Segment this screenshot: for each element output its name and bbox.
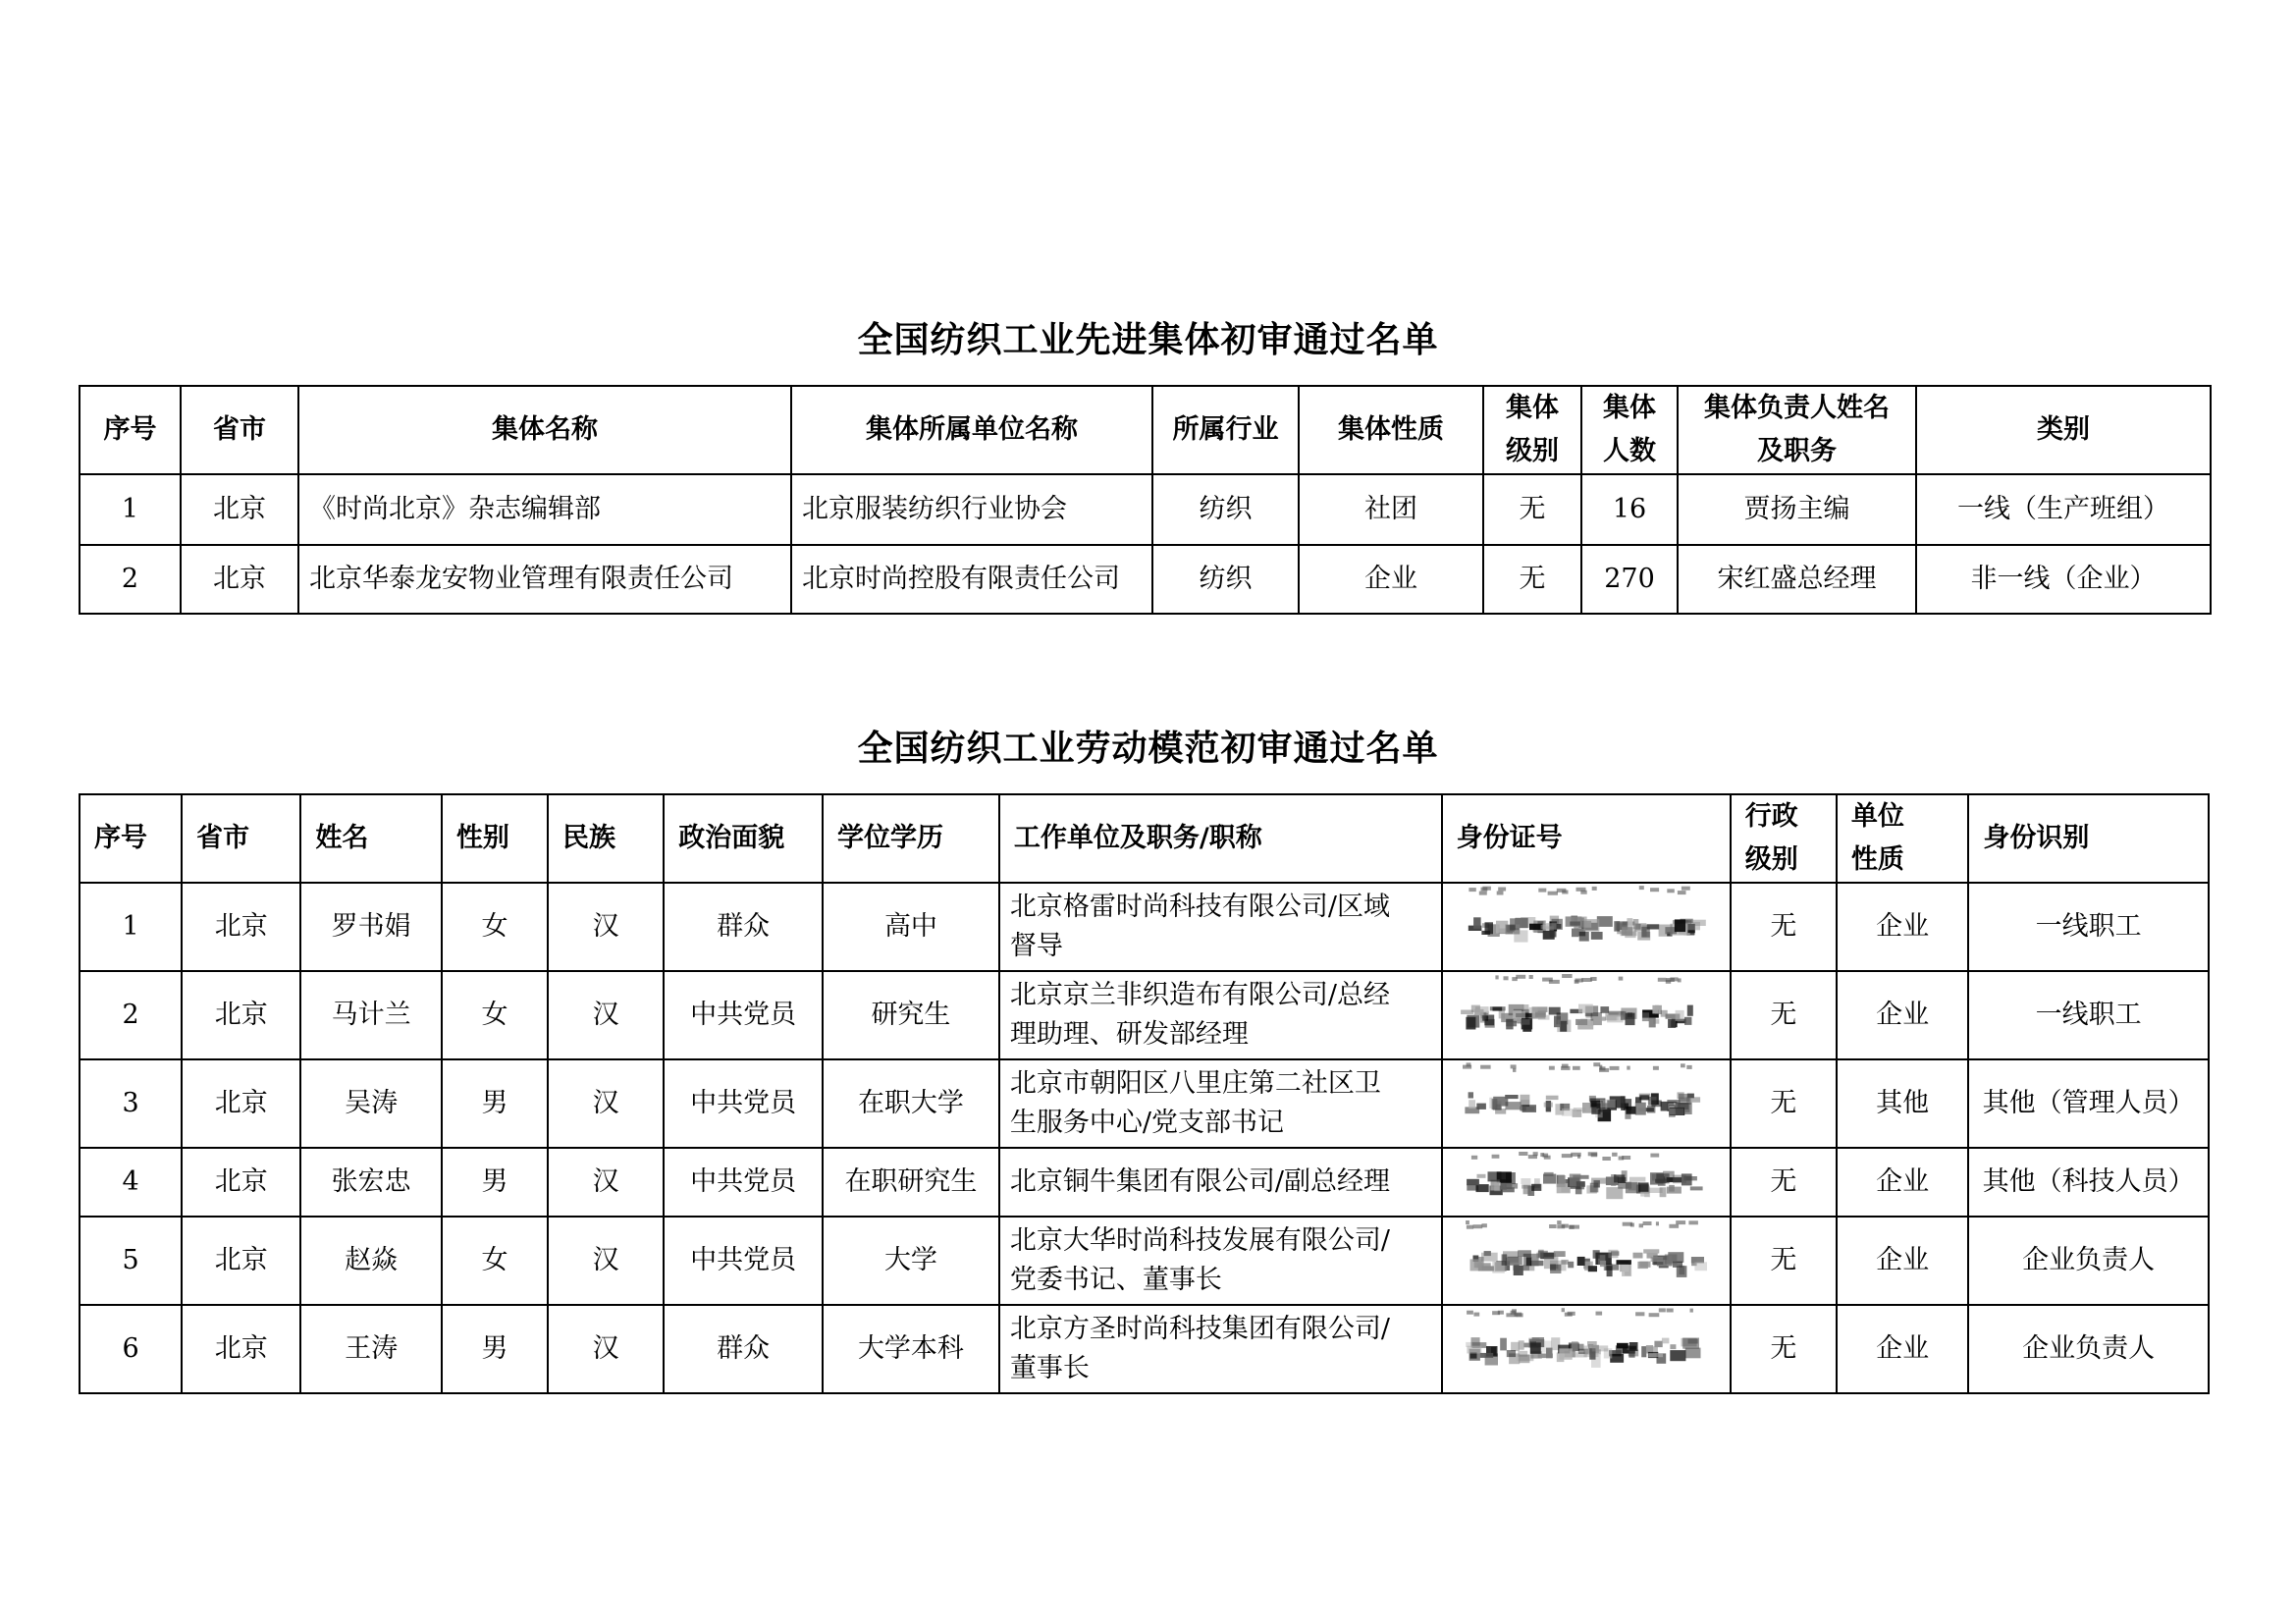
cell-admin-level: 无 [1731,971,1837,1059]
cell-collective-name: 北京华泰龙安物业管理有限责任公司 [298,545,791,614]
cell-name: 赵焱 [300,1217,442,1305]
cell-gender: 女 [442,1217,548,1305]
header-no: 序号 [80,794,182,883]
cell-province: 北京 [182,1305,300,1393]
cell-ethnicity: 汉 [548,971,664,1059]
cell-id-number-redacted [1442,883,1731,971]
cell-admin-level: 无 [1731,883,1837,971]
job-line-2: 党委书记、董事长 [1009,1265,1222,1295]
cell-unit: 北京服装纺织行业协会 [791,474,1152,545]
table-row [80,1148,2209,1217]
cell-gender: 女 [442,971,548,1059]
cell-job [999,971,1442,1059]
header-category: 类别 [1916,386,2211,474]
cell-no: 2 [80,971,182,1059]
cell-nature: 企业 [1299,545,1483,614]
cell-unit-nature: 企业 [1837,1148,1968,1217]
cell-political: 中共党员 [664,1217,823,1305]
cell-no: 4 [80,1148,182,1217]
header-ethnicity: 民族 [548,794,664,883]
header-level: 集体 级别 [1483,386,1581,474]
cell-admin-level: 无 [1731,1305,1837,1393]
job-line-1: 北京市朝阳区八里庄第二社区卫 [1009,1068,1381,1099]
job-line-1: 北京大华时尚科技发展有限公司/ [1009,1225,1390,1256]
header-identity: 身份识别 [1968,794,2209,883]
cell-identity: 企业负责人 [1968,1305,2209,1393]
cell-gender: 男 [442,1059,548,1148]
table-row [80,545,2211,614]
cell-no: 1 [80,883,182,971]
cell-level: 无 [1483,545,1581,614]
cell-admin-level: 无 [1731,1059,1837,1148]
cell-category: 非一线（企业） [1916,545,2211,614]
labor-model-table [79,793,2210,1394]
redaction-mosaic [1443,1149,1725,1216]
cell-identity: 其他（管理人员） [1968,1059,2209,1148]
cell-id-number-redacted [1442,1059,1731,1148]
collective-table [79,385,2212,615]
cell-job [999,883,1442,971]
cell-gender: 男 [442,1148,548,1217]
header-collective-name: 集体名称 [298,386,791,474]
cell-unit-nature: 其他 [1837,1059,1968,1148]
cell-education: 高中 [823,883,999,971]
cell-job [999,1059,1442,1148]
header-political: 政治面貌 [664,794,823,883]
cell-nature: 社团 [1299,474,1483,545]
cell-province: 北京 [181,545,298,614]
cell-name: 王涛 [300,1305,442,1393]
header-province: 省市 [182,794,300,883]
cell-admin-level: 无 [1731,1148,1837,1217]
cell-ethnicity: 汉 [548,1148,664,1217]
cell-education: 研究生 [823,971,999,1059]
cell-education: 大学 [823,1217,999,1305]
header-id-number: 身份证号 [1442,794,1731,883]
cell-job [999,1305,1442,1393]
cell-ethnicity: 汉 [548,883,664,971]
cell-id-number-redacted [1442,971,1731,1059]
job-line-1: 北京格雷时尚科技有限公司/区域 [1009,892,1390,922]
cell-category: 一线（生产班组） [1916,474,2211,545]
cell-id-number-redacted [1442,1305,1731,1393]
job-line-2: 生服务中心/党支部书记 [1009,1108,1284,1138]
table-row [80,883,2209,971]
cell-no: 2 [80,545,181,614]
cell-province: 北京 [182,971,300,1059]
cell-collective-name: 《时尚北京》杂志编辑部 [298,474,791,545]
cell-leader: 贾扬主编 [1678,474,1916,545]
header-leader: 集体负责人姓名 及职务 [1678,386,1916,474]
table-row [80,1305,2209,1393]
cell-no: 6 [80,1305,182,1393]
cell-education: 在职大学 [823,1059,999,1148]
cell-province: 北京 [182,1059,300,1148]
cell-industry: 纺织 [1152,474,1299,545]
cell-unit: 北京时尚控股有限责任公司 [791,545,1152,614]
cell-education: 大学本科 [823,1305,999,1393]
collective-list-title: 全国纺织工业先进集体初审通过名单 [857,320,1439,360]
job-line-2: 理助理、研发部经理 [1009,1019,1249,1050]
cell-political: 中共党员 [664,1148,823,1217]
table-row [80,474,2211,545]
table-row [80,971,2209,1059]
cell-ethnicity: 汉 [548,1059,664,1148]
header-education: 学位学历 [823,794,999,883]
cell-province: 北京 [182,1148,300,1217]
redaction-mosaic [1443,1218,1725,1304]
header-industry: 所属行业 [1152,386,1299,474]
cell-ethnicity: 汉 [548,1305,664,1393]
cell-level: 无 [1483,474,1581,545]
header-no: 序号 [80,386,181,474]
redaction-mosaic [1443,1306,1725,1392]
cell-gender: 男 [442,1305,548,1393]
cell-unit-nature: 企业 [1837,1217,1968,1305]
redaction-mosaic [1443,884,1725,970]
cell-name: 马计兰 [300,971,442,1059]
cell-province: 北京 [181,474,298,545]
cell-industry: 纺织 [1152,545,1299,614]
cell-job [999,1217,1442,1305]
header-job: 工作单位及职务/职称 [999,794,1442,883]
redaction-mosaic [1443,972,1725,1058]
cell-no: 1 [80,474,181,545]
cell-id-number-redacted [1442,1148,1731,1217]
cell-name: 罗书娟 [300,883,442,971]
header-unit-nature: 单位 性质 [1837,794,1968,883]
job-line-2: 督导 [1009,931,1063,961]
cell-political: 群众 [664,1305,823,1393]
cell-identity: 其他（科技人员） [1968,1148,2209,1217]
cell-admin-level: 无 [1731,1217,1837,1305]
table-row [80,1059,2209,1148]
cell-political: 中共党员 [664,971,823,1059]
cell-id-number-redacted [1442,1217,1731,1305]
header-province: 省市 [181,386,298,474]
header-gender: 性别 [442,794,548,883]
header-count: 集体 人数 [1581,386,1678,474]
cell-identity: 企业负责人 [1968,1217,2209,1305]
cell-no: 3 [80,1059,182,1148]
job-line-1: 北京京兰非织造布有限公司/总经 [1009,980,1390,1010]
cell-leader: 宋红盛总经理 [1678,545,1916,614]
cell-no: 5 [80,1217,182,1305]
cell-education: 在职研究生 [823,1148,999,1217]
header-admin-level: 行政 级别 [1731,794,1837,883]
cell-identity: 一线职工 [1968,883,2209,971]
cell-identity: 一线职工 [1968,971,2209,1059]
labor-model-list-title: 全国纺织工业劳动模范初审通过名单 [857,729,1439,769]
header-nature: 集体性质 [1299,386,1483,474]
cell-unit-nature: 企业 [1837,883,1968,971]
cell-name: 吴涛 [300,1059,442,1148]
cell-ethnicity: 汉 [548,1217,664,1305]
cell-province: 北京 [182,1217,300,1305]
table-row [80,1217,2209,1305]
header-name: 姓名 [300,794,442,883]
collective-header-row [80,386,2211,474]
cell-unit-nature: 企业 [1837,1305,1968,1393]
cell-count: 270 [1581,545,1678,614]
cell-count: 16 [1581,474,1678,545]
cell-political: 群众 [664,883,823,971]
labor-model-header-row [80,794,2209,883]
cell-gender: 女 [442,883,548,971]
job-line-2: 董事长 [1009,1353,1090,1383]
header-unit: 集体所属单位名称 [791,386,1152,474]
cell-political: 中共党员 [664,1059,823,1148]
job-line-1: 北京方圣时尚科技集团有限公司/ [1009,1314,1390,1344]
cell-name: 张宏忠 [300,1148,442,1217]
redaction-mosaic [1443,1060,1725,1147]
cell-job [999,1148,1442,1217]
cell-unit-nature: 企业 [1837,971,1968,1059]
job-line-1: 北京铜牛集团有限公司/副总经理 [1009,1166,1390,1197]
cell-province: 北京 [182,883,300,971]
